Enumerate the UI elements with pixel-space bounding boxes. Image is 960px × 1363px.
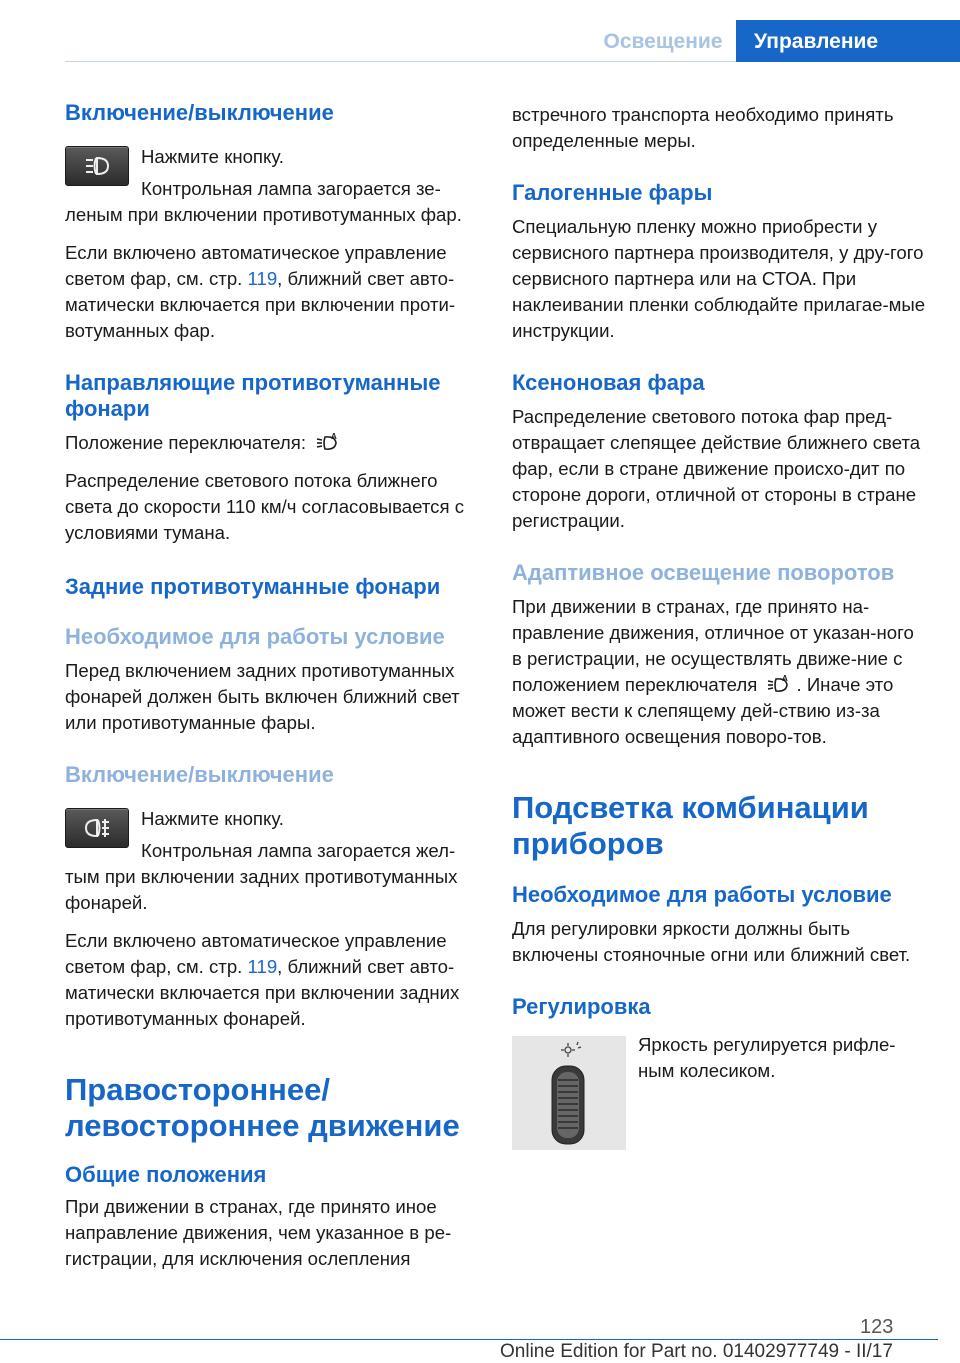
edition-text: Online Edition for Part no. 01402977749 - II/17 [500, 1341, 893, 1362]
front-fog-block [65, 144, 480, 228]
condition-2-text: Для регулировки яркости должны быть включены стояночные огни или ближний свет. [512, 918, 911, 965]
halogen-text: Специальную пленку можно приобрести у сервисного партнера производителя, у дру-гого сервисного партнера или на СТОА. При наклеивании пленки соблюдайте прилагае-мые инструкции. [512, 216, 926, 341]
auto-light-text-2a: Если включено автоматическое управление светом фар, см. стр. [65, 930, 447, 977]
auto-light-text-1a: Если включено автоматическое управление светом фар, см. стр. [65, 242, 447, 289]
auto-light-text-2b: , ближний свет авто-матически включается при включении задних противотуманных фонарей. [65, 956, 460, 1029]
xenon-text: Распределение светового потока фар пред-отвращает слепящее действие ближнего света фар, если в стране движение происхо-дит по стороне дороги, отличной от стороны в стране регистрации. [512, 406, 921, 531]
heading-xenon: Ксеноновая фара [512, 370, 705, 395]
heading-adaptive: Адаптивное освещение поворотов [512, 560, 895, 585]
front-fog-light-icon [66, 147, 128, 185]
heading-switch-rear-fog: Включение/выключение [65, 762, 334, 787]
heading-condition: Необходимое для работы условие [65, 624, 445, 649]
brightness-wheel-image [512, 1036, 626, 1150]
general-text: При движении в странах, где принято иное направление движения, чем указанное в ре-гистрации, для исключения ослепления [65, 1196, 452, 1269]
rear-fog-block [65, 806, 480, 916]
heading-general: Общие положения [65, 1162, 267, 1187]
auto-light-text-1b: , ближний свет авто-матически включается при включении проти-вотуманных фар. [65, 268, 456, 341]
chapter-tab[interactable]: Управление [736, 20, 960, 62]
rear-fog-light-icon [66, 809, 128, 847]
auto-light-para-2 [65, 928, 480, 1032]
press-button-text-1: Нажмите кнопку. [141, 146, 284, 167]
continuation-text: встречного транспорта необходимо принять определенные меры. [512, 104, 894, 151]
adjust-block [512, 1032, 927, 1150]
heading-rear-fog: Задние противотуманные фонари [65, 574, 441, 599]
right-column [512, 100, 927, 1150]
switch-position-text: Положение переключателя: [65, 432, 306, 453]
adaptive-para [512, 594, 927, 750]
page-link-119-b[interactable]: 119 [247, 956, 278, 977]
heading-traffic-direction: Правостороннее/ левостороннее движение [65, 1072, 460, 1143]
lamp-yellow-text: Контрольная лампа загорается жел-тым при включении задних противотуманных фонарей. [65, 840, 458, 913]
footer-rule [0, 1339, 938, 1340]
heading-instrument-lighting: Подсветка комбинации приборов [512, 790, 869, 861]
auto-light-para-1 [65, 240, 480, 344]
adaptive-text-a: При движении в странах, где принято на-правление движения, отличное от указан-ного в регистрации, не осуществлять движе-ние с положением переключателя [512, 596, 914, 695]
left-column [65, 100, 480, 1272]
section-tab[interactable]: Освещение [603, 30, 723, 53]
svg-text:A: A [782, 674, 789, 683]
page-number: 123 [860, 1316, 894, 1338]
auto-headlight-icon [766, 674, 792, 694]
brightness-wheel-illustration [512, 1036, 626, 1150]
distribution-text: Распределение светового потока ближнего света до скорости 110 км/ч согласовывается с условиями тумана. [65, 470, 465, 543]
switch-position-para [65, 430, 480, 456]
heading-condition-2: Необходимое для работы условие [512, 882, 892, 907]
rear-fog-button-image [65, 808, 129, 848]
press-button-text-2: Нажмите кнопку. [141, 808, 284, 829]
lamp-green-text: Контрольная лампа загорается зе-леным при включении противотуманных фар. [65, 178, 462, 225]
heading-directed-fog: Направляющие противотуманные фонари [65, 370, 441, 421]
heading-adjust: Регулировка [512, 994, 651, 1019]
page-link-119[interactable]: 119 [247, 268, 278, 289]
front-fog-button-image [65, 146, 129, 186]
auto-headlight-icon [315, 432, 341, 452]
brightness-icon [561, 1042, 581, 1057]
heading-halogen: Галогенные фары [512, 180, 713, 205]
heading-switch-front-fog: Включение/выключение [65, 100, 334, 125]
svg-text:A: A [331, 432, 337, 441]
adaptive-text-b: . Иначе это может вести к слепящему дей-ствию из-за адаптивного освещения поворо-тов. [512, 674, 894, 747]
before-text: Перед включением задних противотуманных фонарей должен быть включен ближний свет или противотуманные фары. [65, 660, 460, 733]
adjust-text: Яркость регулируется рифле-ным колесиком. [638, 1034, 896, 1081]
